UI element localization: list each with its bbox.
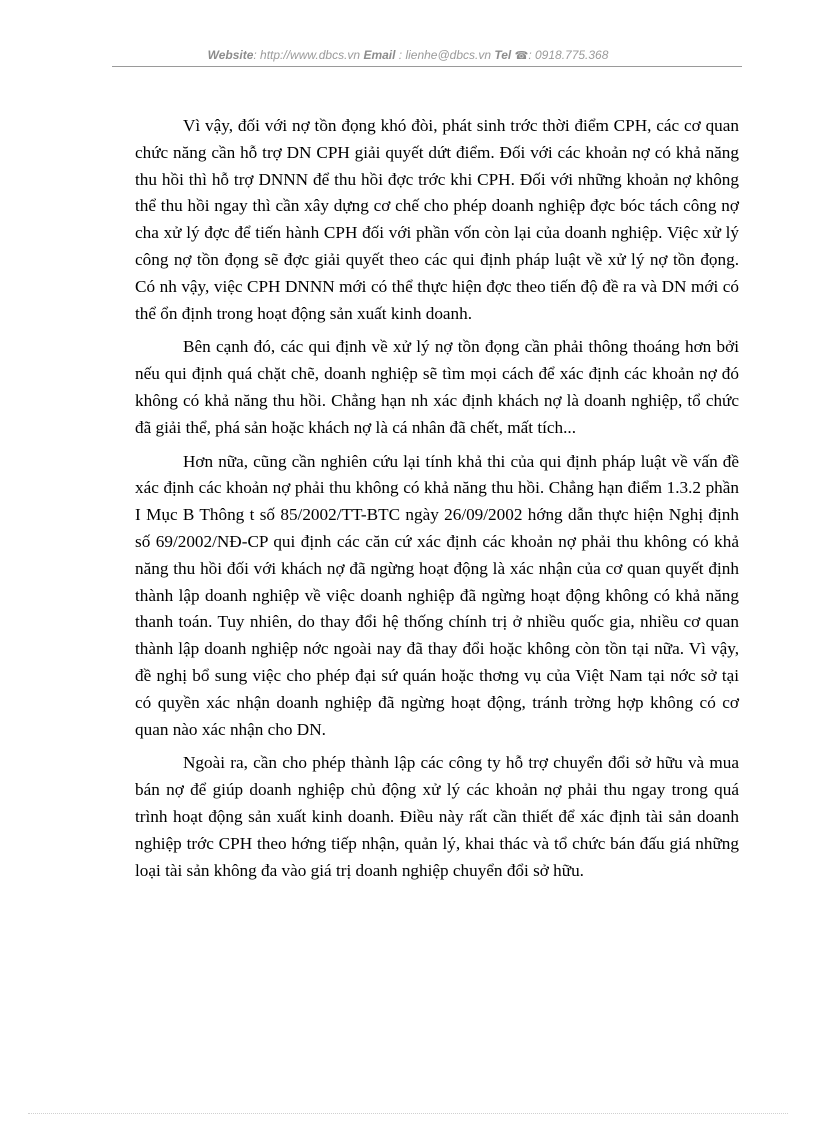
paragraph-3: Hơn nữa, cũng cần nghiên cứu lại tính khả thi của qui định pháp luật về vấn đề xác định các khoản nợ phải thu không có khả năng thu hồi. Chẳng hạn điểm 1.3.2 phần I Mục B Thông t số 85/2002/TT-BTC ngày 26/09/2002 hớng dẫn thực hiện Nghị định số 69/2002/NĐ-CP qui định các căn cứ xác định các khoản nợ phải thu không có khả năng thu hồi đối với khách nợ đã ngừng hoạt động là xác nhận của cơ quan quyết định thành lập doanh nghiệp về việc doanh nghiệp đã ngừng hoạt động không có khả năng thanh toán. Tuy nhiên, do thay đổi hệ thống chính trị ở nhiều quốc gia, nhiều cơ quan thành lập doanh nghiệp nớc ngoài nay đã thay đổi hoặc không còn tồn tại nữa. Vì vậy, đề nghị bổ sung việc cho phép đại sứ quán hoặc thơng vụ của Việt Nam tại nớc sở tại có quyền xác nhận doanh nghiệp đã ngừng hoạt động, tránh trờng hợp không có cơ quan nào xác nhận cho DN. bbox=[135, 451, 739, 739]
footer-divider bbox=[28, 1113, 788, 1114]
tel-label: Tel bbox=[494, 48, 512, 62]
paragraph-1: Vì vậy, đối với nợ tồn đọng khó đòi, phát sinh trớc thời điểm CPH, các cơ quan chức năng cần hỗ trợ DN CPH giải quyết dứt điểm. Đối với các khoản nợ có khả năng thu hồi thì hỗ trợ DNNN để thu hồi đợc trớc khi CPH. Đối với những khoản nợ không thể thu hồi ngay thì cần xây dựng cơ chế cho phép doanh nghiệp đợc bóc tách công nợ cha xử lý đợc để tiến hành CPH đối với phần vốn còn lại của doanh nghiệp. Việc xử lý công nợ tồn đọng sẽ đợc giải quyết theo các qui định pháp luật về xử lý nợ tồn đọng. Có nh vậy, việc CPH DNNN mới có thể thực hiện đợc theo tiến độ đề ra và DN mới có thể ổn định trong hoạt động sản xuất kinh doanh. bbox=[135, 116, 739, 323]
document-body bbox=[135, 113, 739, 891]
email-value: : lienhe@dbcs.vn bbox=[395, 48, 492, 62]
email-label: Email bbox=[363, 48, 396, 62]
header-divider bbox=[112, 66, 742, 67]
tel-value: : 0918.775.368 bbox=[528, 48, 609, 62]
paragraph-4: Ngoài ra, cần cho phép thành lập các công ty hỗ trợ chuyển đổi sở hữu và mua bán nợ để giúp doanh nghiệp chủ động xử lý các khoản nợ phải thu ngay trong quá trình hoạt động sản xuất kinh doanh. Điều này rất cần thiết để xác định tài sản doanh nghiệp trớc CPH theo hớng tiếp nhận, quản lý, khai thác và tổ chức bán đấu giá những loại tài sản không đa vào giá trị doanh nghiệp chuyển đổi sở hữu. bbox=[135, 753, 739, 880]
website-value: : http://www.dbcs.vn bbox=[253, 48, 361, 62]
paragraph-2: Bên cạnh đó, các qui định về xử lý nợ tồn đọng cần phải thông thoáng hơn bởi nếu qui định quá chặt chẽ, doanh nghiệp sẽ tìm mọi cách để xác định các khoản nợ đó không có khả năng thu hồi. Chẳng hạn nh xác định khách nợ là doanh nghiệp, tổ chức đã giải thể, phá sản hoặc khách nợ là cá nhân đã chết, mất tích... bbox=[135, 337, 739, 437]
phone-icon: ☎ bbox=[514, 50, 529, 62]
website-label: Website bbox=[207, 48, 254, 62]
page-header bbox=[0, 46, 816, 65]
